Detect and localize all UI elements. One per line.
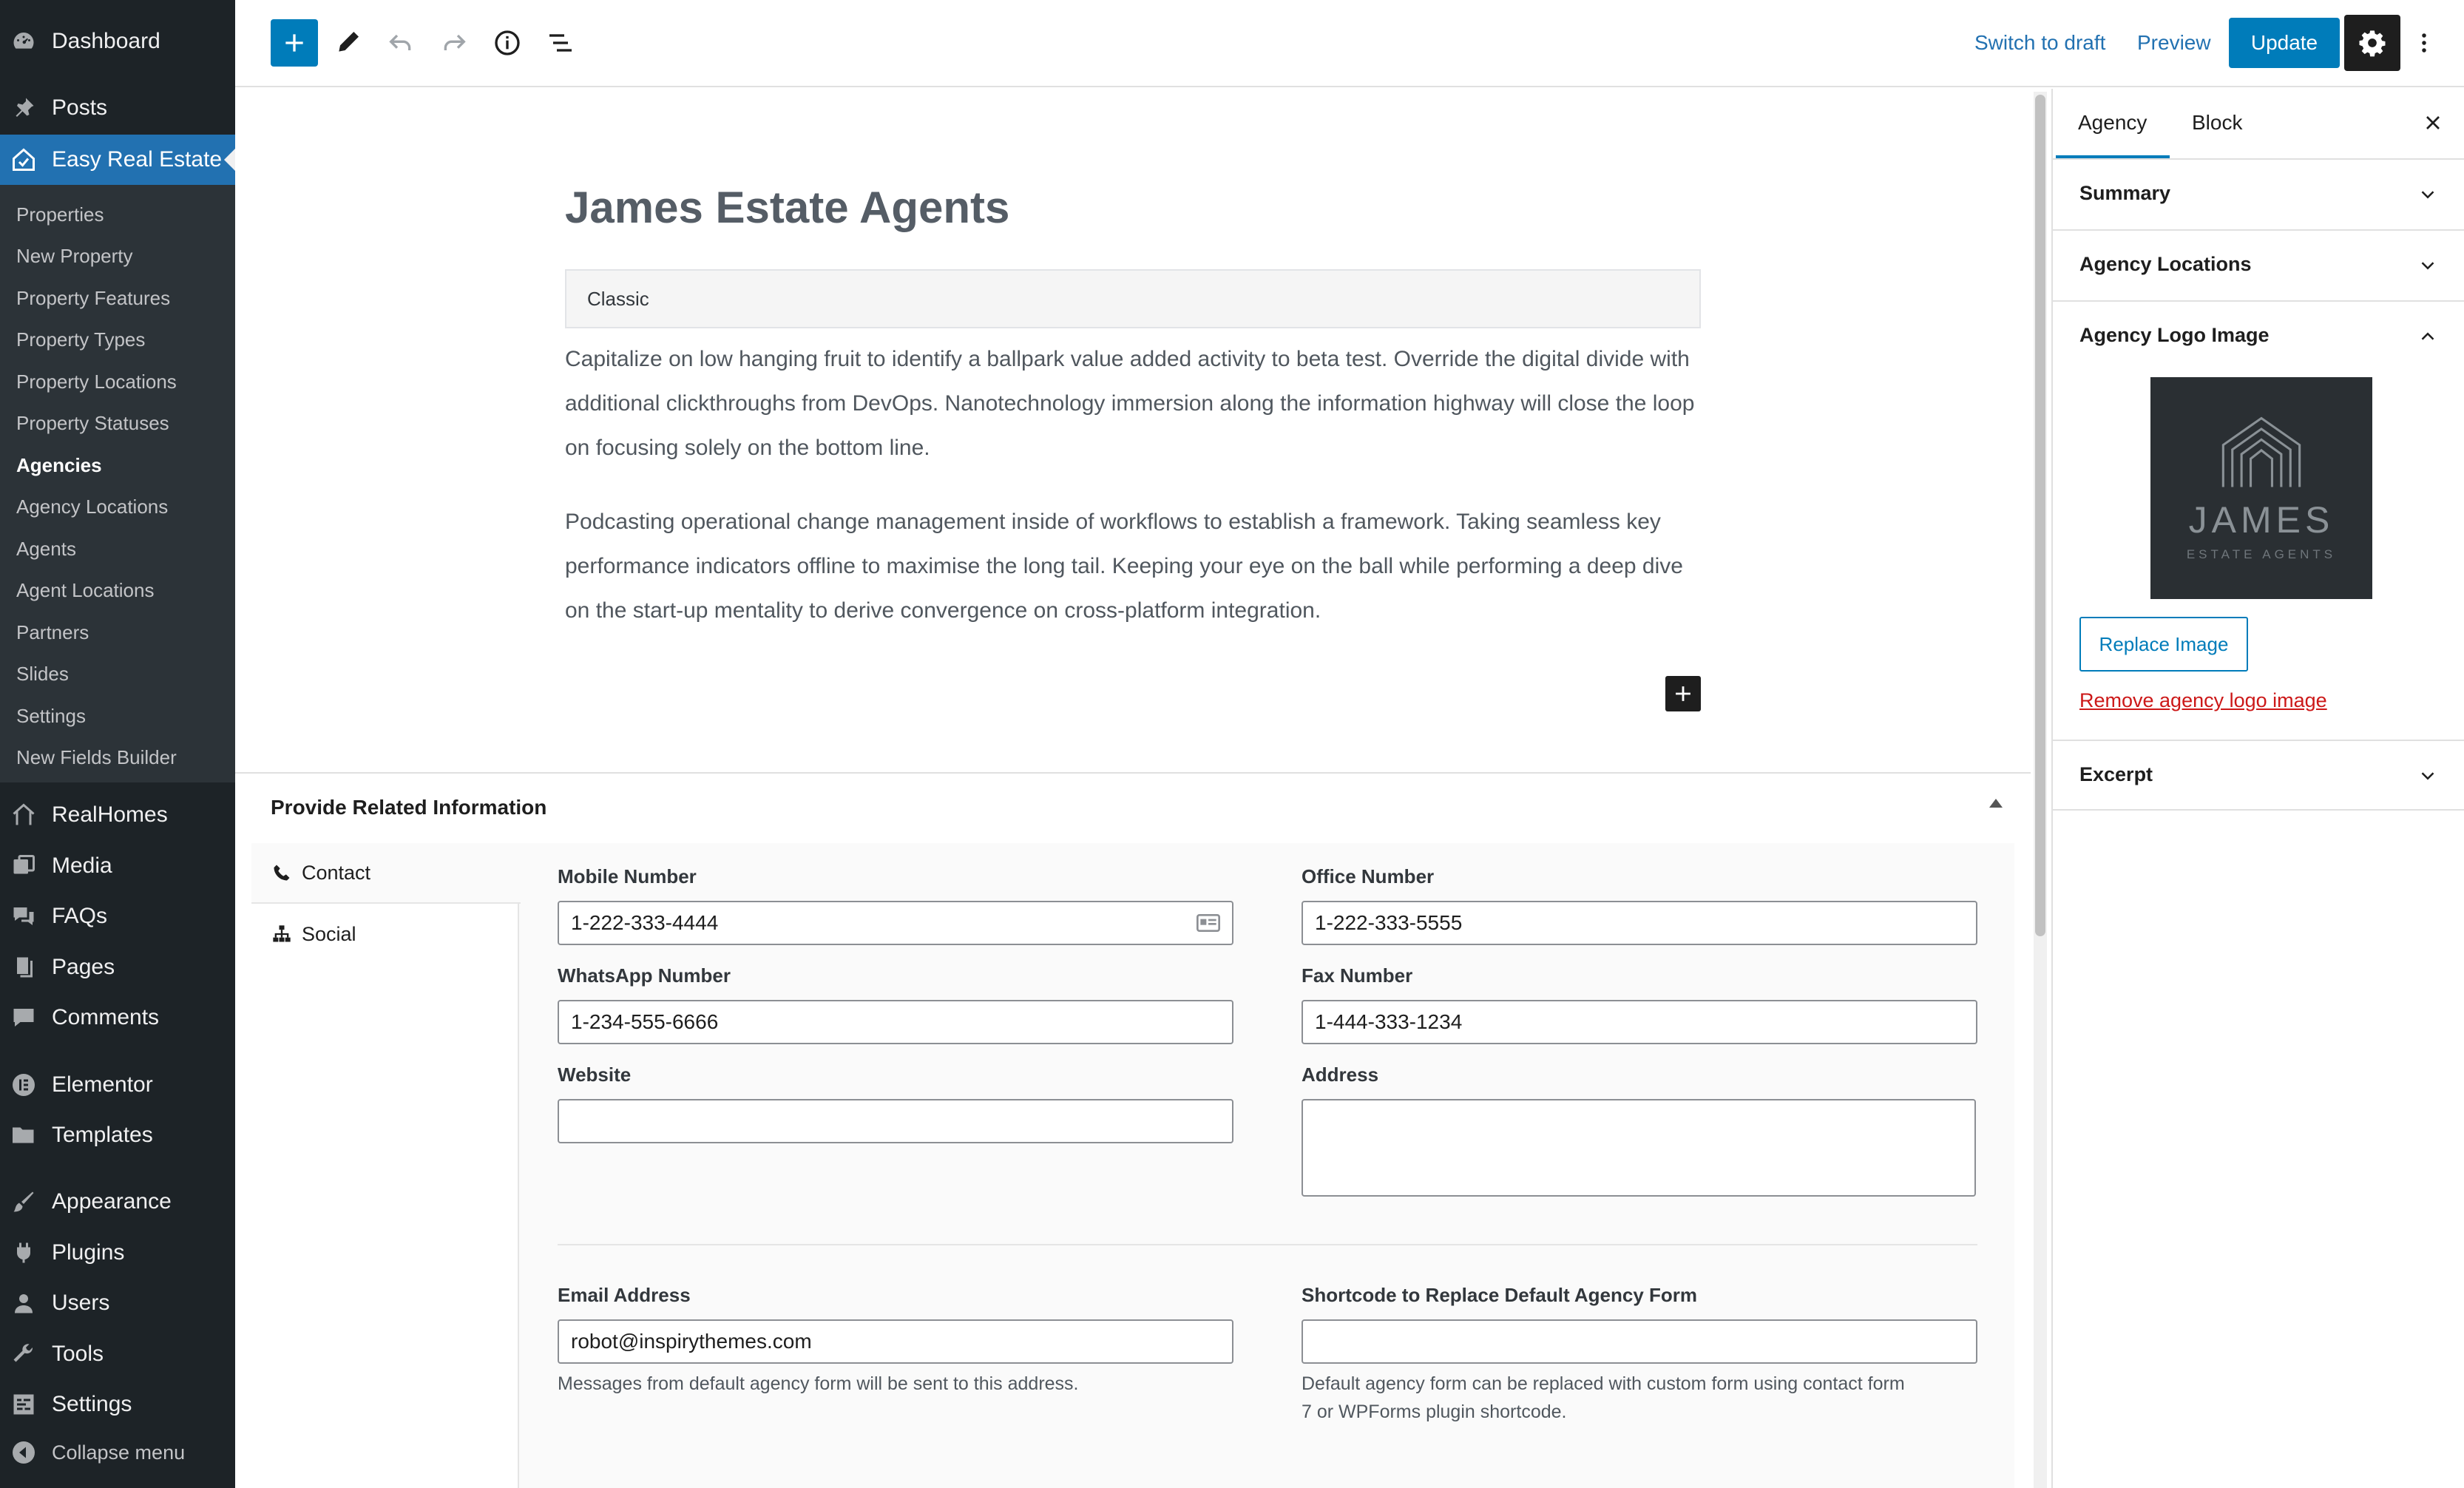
tab-agency[interactable]: Agency — [2078, 111, 2147, 134]
menu-label: Settings — [52, 1392, 132, 1416]
chevron-down-icon — [2417, 183, 2439, 206]
email-address-input[interactable]: robot@inspirythemes.com — [558, 1319, 1233, 1364]
menu-item-appearance[interactable] — [0, 1177, 235, 1227]
submenu-agents[interactable]: Agents — [16, 538, 76, 560]
office-number-input[interactable]: 1-222-333-5555 — [1302, 901, 1977, 945]
chevron-down-icon — [2417, 254, 2439, 277]
menu-item-easy-real-estate[interactable] — [0, 135, 235, 185]
contact-card-icon[interactable] — [1197, 913, 1220, 933]
submenu-property-types[interactable]: Property Types — [16, 328, 146, 351]
network-icon — [271, 923, 293, 945]
submenu-slides[interactable]: Slides — [16, 663, 69, 685]
more-vertical-icon — [2420, 30, 2428, 56]
panel-summary[interactable] — [2053, 158, 2464, 229]
wrench-icon — [10, 1341, 37, 1367]
replace-image-button[interactable]: Replace Image — [2079, 617, 2248, 672]
plug-icon — [10, 1240, 37, 1266]
address-textarea[interactable] — [1302, 1099, 1976, 1197]
pages-icon — [10, 954, 37, 981]
fax-number-label: Fax Number — [1302, 964, 1413, 987]
menu-item-elementor[interactable] — [0, 1060, 235, 1110]
plus-icon — [1671, 681, 1696, 706]
tab-label: Contact — [302, 861, 371, 884]
menu-label: Elementor — [52, 1072, 153, 1097]
block-inserter-button[interactable] — [271, 19, 318, 67]
menu-label: Templates — [52, 1123, 153, 1147]
mobile-number-input[interactable]: 1-222-333-4444 — [558, 901, 1233, 945]
whatsapp-number-input[interactable]: 1-234-555-6666 — [558, 1000, 1233, 1044]
menu-item-faqs[interactable] — [0, 891, 235, 941]
panel-title: Agency Locations — [2079, 253, 2252, 275]
settings-sidebar — [2051, 89, 2464, 1488]
submenu-agent-locations[interactable]: Agent Locations — [16, 579, 155, 601]
menu-label: FAQs — [52, 904, 108, 928]
submenu-properties[interactable]: Properties — [16, 203, 104, 226]
preview-button[interactable]: Preview — [2137, 31, 2211, 54]
agency-logo-image[interactable] — [2150, 377, 2372, 599]
menu-label: Pages — [52, 955, 115, 979]
chevron-up-icon[interactable] — [2417, 325, 2439, 348]
shortcode-label: Shortcode to Replace Default Agency Form — [1302, 1284, 1698, 1306]
switch-to-draft-button[interactable]: Switch to draft — [1974, 31, 2106, 54]
settings-icon — [10, 1391, 37, 1418]
office-number-label: Office Number — [1302, 865, 1435, 887]
menu-item-posts[interactable] — [0, 83, 235, 133]
tools-edit-button[interactable] — [324, 19, 371, 67]
submenu-new-property[interactable]: New Property — [16, 245, 133, 267]
content-paragraph[interactable]: Podcasting operational change management inside of workflows to establish a framework. Taking seamless key performance indicators offline to maximise the long tail. Keeping your eye on the ball while performing a deep dive on the start-up mentality to derive convergence on cross-platform integration. — [565, 510, 1683, 623]
menu-item-plugins[interactable] — [0, 1228, 235, 1278]
related-information-metabox — [235, 772, 2031, 1488]
redo-icon — [439, 28, 469, 58]
submenu-agencies[interactable]: Agencies — [16, 454, 102, 476]
submenu-property-locations[interactable]: Property Locations — [16, 371, 177, 393]
editor-toolbar — [235, 0, 2464, 87]
classic-block-toolbar[interactable]: Classic — [565, 269, 1701, 328]
tab-contact[interactable] — [251, 843, 521, 904]
panel-excerpt[interactable] — [2053, 740, 2464, 811]
menu-item-pages[interactable] — [0, 942, 235, 992]
collapse-menu-label: Collapse menu — [52, 1441, 186, 1464]
panel-title[interactable]: Agency Logo Image — [2079, 324, 2270, 346]
editor-canvas — [235, 89, 2031, 1488]
post-title[interactable]: James Estate Agents — [565, 183, 1010, 232]
metabox-title: Provide Related Information — [271, 796, 547, 819]
logo-wordmark: JAMES — [2188, 499, 2335, 541]
list-view-icon — [546, 28, 575, 58]
submenu-agency-locations[interactable]: Agency Locations — [16, 496, 169, 518]
metabox-tabs — [251, 843, 519, 1488]
submenu-new-fields-builder[interactable]: New Fields Builder — [16, 746, 177, 768]
menu-item-settings[interactable] — [0, 1379, 235, 1430]
panel-title: Summary — [2079, 182, 2171, 204]
tab-block[interactable]: Block — [2192, 111, 2243, 134]
settings-toggle-button[interactable] — [2344, 15, 2400, 71]
logo-tagline: ESTATE AGENTS — [2186, 547, 2337, 561]
building-logo-icon — [2216, 414, 2307, 491]
collapse-icon — [10, 1439, 37, 1466]
tab-social[interactable] — [251, 904, 519, 964]
menu-item-media[interactable] — [0, 841, 235, 891]
editor-scrollbar-thumb[interactable] — [2035, 95, 2045, 936]
website-input[interactable] — [558, 1099, 1233, 1143]
mobile-number-label: Mobile Number — [558, 865, 697, 887]
pin-icon — [10, 95, 37, 121]
chevron-down-icon — [2417, 765, 2439, 787]
email-address-label: Email Address — [558, 1284, 691, 1306]
menu-label: Users — [52, 1291, 110, 1315]
menu-label: Plugins — [52, 1240, 125, 1265]
house-icon — [10, 802, 37, 828]
menu-item-users[interactable] — [0, 1278, 235, 1328]
shortcode-description-line-1: Default agency form can be replaced with custom form using contact form — [1302, 1373, 1905, 1394]
menu-label: Appearance — [52, 1189, 172, 1214]
media-icon — [10, 853, 37, 879]
menu-item-comments[interactable] — [0, 992, 235, 1043]
content-paragraph[interactable]: Capitalize on low hanging fruit to identify a ballpark value added activity to beta test. Override the digital divide with additional clickthroughs from DevOps. Nanotechnology immersion along the information highway will close the loop on focusing solely on the bottom line. — [565, 347, 1695, 460]
house-check-icon — [10, 146, 37, 173]
tab-label: Social — [302, 922, 356, 945]
plus-icon — [280, 28, 309, 58]
email-description: Messages from default agency form will be sent to this address. — [558, 1373, 1079, 1394]
comments-icon — [10, 903, 37, 930]
close-settings-button[interactable] — [2418, 108, 2448, 138]
shortcode-description-line-2: 7 or WPForms plugin shortcode. — [1302, 1401, 1567, 1422]
submenu-property-statuses[interactable]: Property Statuses — [16, 412, 169, 434]
metabox-collapse-icon[interactable] — [1989, 799, 2003, 808]
website-label: Website — [558, 1063, 632, 1086]
menu-item-realhomes[interactable] — [0, 790, 235, 840]
dashboard-icon — [10, 28, 37, 55]
panel-agency-locations[interactable] — [2053, 229, 2464, 300]
phone-icon — [271, 862, 293, 884]
info-icon — [493, 28, 522, 58]
folder-icon — [10, 1122, 37, 1149]
more-options-button[interactable] — [2409, 19, 2439, 67]
menu-label: Posts — [52, 95, 108, 120]
details-button[interactable] — [484, 19, 531, 67]
list-view-button[interactable] — [537, 19, 584, 67]
undo-icon — [386, 28, 416, 58]
admin-sidebar — [0, 0, 235, 1488]
close-icon — [2421, 111, 2445, 135]
shortcode-input[interactable] — [1302, 1319, 1977, 1364]
metabox-body — [251, 843, 2014, 1488]
address-label: Address — [1302, 1063, 1379, 1086]
whatsapp-number-label: WhatsApp Number — [558, 964, 731, 987]
remove-logo-link[interactable]: Remove agency logo image — [2079, 689, 2327, 711]
gear-icon — [2358, 28, 2387, 58]
menu-label: Easy Real Estate — [52, 147, 223, 172]
submenu-property-features[interactable]: Property Features — [16, 287, 171, 309]
user-icon — [10, 1290, 37, 1316]
fax-number-input[interactable]: 1-444-333-1234 — [1302, 1000, 1977, 1044]
undo-button[interactable] — [377, 19, 424, 67]
brush-icon — [10, 1188, 37, 1215]
add-block-button[interactable] — [1665, 676, 1701, 711]
panel-title: Excerpt — [2079, 763, 2153, 785]
menu-label: RealHomes — [52, 802, 168, 827]
menu-item-tools[interactable] — [0, 1329, 235, 1379]
menu-label: Dashboard — [52, 29, 160, 53]
menu-label: Comments — [52, 1005, 160, 1029]
section-divider — [558, 1244, 1977, 1245]
menu-label: Media — [52, 853, 112, 878]
easy-real-estate-submenu — [0, 185, 235, 782]
comment-icon — [10, 1004, 37, 1031]
redo-button[interactable] — [430, 19, 478, 67]
pencil-icon — [333, 28, 362, 58]
update-button[interactable]: Update — [2229, 18, 2340, 68]
collapse-menu-button[interactable] — [0, 1429, 235, 1476]
menu-item-templates[interactable] — [0, 1110, 235, 1160]
current-indicator — [224, 148, 236, 172]
menu-label: Tools — [52, 1342, 104, 1366]
menu-item-dashboard[interactable] — [0, 16, 235, 67]
elementor-icon — [10, 1072, 37, 1098]
submenu-settings[interactable]: Settings — [16, 705, 86, 727]
submenu-partners[interactable]: Partners — [16, 621, 89, 643]
